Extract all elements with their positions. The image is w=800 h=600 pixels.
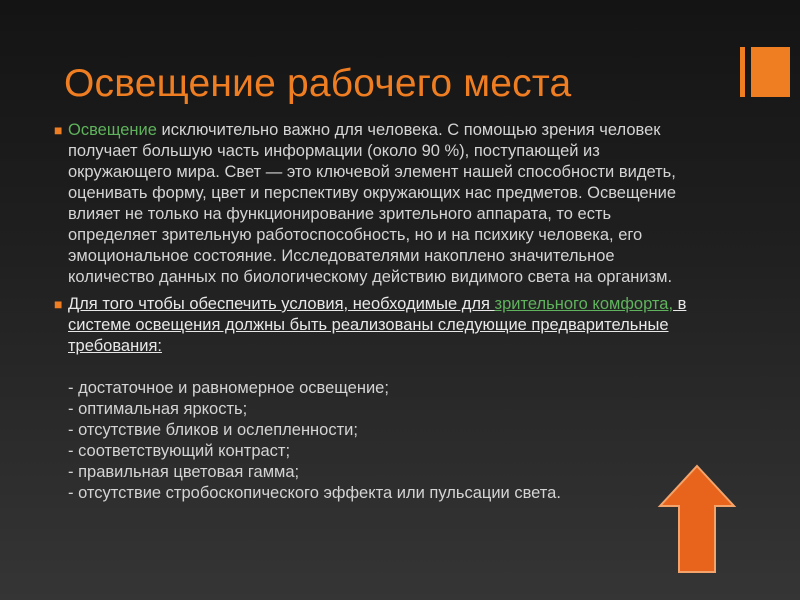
list-item [54, 294, 694, 504]
highlight-word: Освещение [68, 121, 157, 139]
corner-bars-icon [740, 47, 790, 97]
requirements-intro-tail[interactable]: в системе освещения должны быть реализованы следующие предварительные требования: [68, 295, 687, 355]
up-arrow-icon[interactable] [657, 463, 737, 575]
requirement-item: - отсутствие стробоскопического эффекта или пульсации света. [68, 484, 561, 502]
bullet-square-icon: ■ [54, 122, 63, 138]
requirement-item: - соответствующий контраст; [68, 442, 291, 460]
requirement-item: - отсутствие бликов и ослепленности; [68, 421, 358, 439]
bullet-square-icon: ■ [54, 296, 63, 312]
list-item [54, 120, 694, 288]
comfort-link[interactable]: зрительного комфорта, [494, 295, 674, 313]
requirement-item: - достаточное и равномерное освещение; [68, 379, 389, 397]
requirement-item: - оптимальная яркость; [68, 400, 248, 418]
requirements-list [68, 378, 694, 504]
paragraph-text: исключительно важно для человека. С помощью зрения человек получает большую часть информации (около 90 %), поступающей из окружающего мира. Свет — это ключевой элемент нашей способности видеть, оценивать форму, цвет и перспективу окружающих нас предметов. Освещение влияет не только на функционирование зрительного аппарата, то есть определяет зрительную работоспособность, но и на психику человека, его эмоциональное состояние. Исследователями накоплено значительное количество данных по биологическому действию видимого света на организм. [68, 121, 677, 286]
content-list [54, 120, 694, 504]
requirements-intro-lead[interactable]: Для того чтобы обеспечить условия, необходимые для [68, 295, 495, 313]
slide-title: Освещение рабочего места [64, 62, 572, 105]
requirement-item: - правильная цветовая гамма; [68, 463, 300, 481]
